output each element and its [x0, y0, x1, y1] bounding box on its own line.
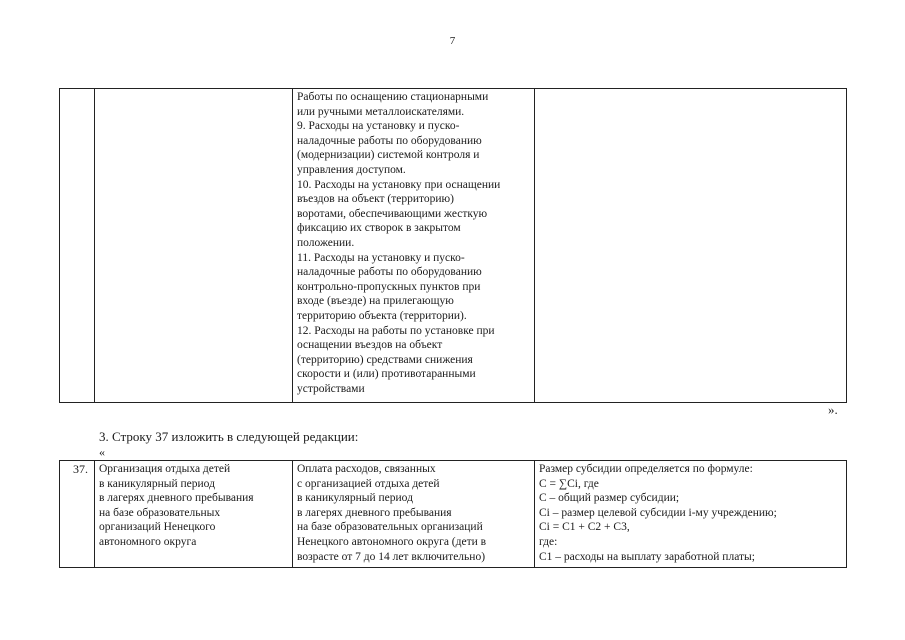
text-line: в лагерях дневного пребывания: [99, 492, 254, 505]
text-line: входе (въезде) на прилегающую: [297, 295, 454, 308]
text-line: C – общий размер субсидии;: [539, 492, 680, 505]
opening-quote: «: [99, 445, 105, 459]
text-line: в каникулярный период: [99, 477, 215, 490]
text-line: с организацией отдыха детей: [297, 477, 440, 490]
text-line: в каникулярный период: [297, 492, 413, 505]
text-line: Оплата расходов, связанных: [297, 463, 436, 475]
text-line: на базе образовательных: [99, 506, 221, 519]
text-line: контрольно-пропускных пунктов при: [297, 280, 481, 293]
text-line: 10. Расходы на установку при оснащении: [297, 178, 501, 191]
text-line: организаций Ненецкого: [99, 521, 216, 534]
text-line: наладочные работы по оборудованию: [297, 134, 482, 147]
text-line: территорию объекта (территории).: [297, 309, 467, 322]
text-line: оснащении въездов на объект: [297, 339, 443, 352]
cell-formula: [535, 461, 847, 568]
amendment-instruction: 3. Строку 37 изложить в следующей редакции:: [99, 429, 359, 444]
text-line: наладочные работы по оборудованию: [297, 266, 482, 279]
text-line: устройствами: [297, 382, 365, 395]
table-row: [60, 89, 847, 403]
text-line: скорости и (или) противотаранными: [297, 368, 476, 381]
text-line: где:: [539, 535, 558, 548]
text-line: автономного округа: [99, 535, 197, 548]
cell-number: [60, 89, 95, 403]
text-line: Работы по оснащению стационарными: [297, 91, 489, 103]
text-line: C = ∑Ci, где: [539, 477, 599, 490]
cell-formula: [535, 89, 847, 403]
text-line: Размер субсидии определяется по формуле:: [539, 463, 753, 475]
cell-number: 37.: [60, 461, 95, 568]
cell-event-name: [95, 89, 293, 403]
cell-expense-description: [293, 461, 535, 568]
text-line: воротами, обеспечивающими жесткую: [297, 207, 488, 220]
cell-expense-description: [293, 89, 535, 403]
text-line: возрасте от 7 до 14 лет включительно): [297, 550, 486, 563]
table-row: [60, 461, 847, 568]
page-number: 7: [449, 35, 456, 47]
text-line: 12. Расходы на работы по установке при: [297, 324, 495, 337]
text-line: в лагерях дневного пребывания: [297, 506, 452, 519]
text-line: 11. Расходы на установку и пуско-: [297, 251, 465, 264]
text-line: или ручными металлоискателями.: [297, 105, 465, 118]
text-line: въездов на объект (территорию): [297, 193, 454, 206]
text-line: Ci = C1 + C2 + C3,: [539, 521, 630, 534]
closing-quote: ».: [828, 402, 838, 417]
table-continuation: [59, 88, 847, 403]
text-line: 9. Расходы на установку и пуско-: [297, 120, 460, 133]
text-line: управления доступом.: [297, 163, 406, 176]
text-line: Организация отдыха детей: [99, 463, 231, 475]
text-line: (территорию) средствами снижения: [297, 353, 473, 366]
text-line: C1 – расходы на выплату заработной платы;: [539, 550, 755, 563]
text-line: (модернизации) системой контроля и: [297, 149, 480, 162]
cell-event-name: [95, 461, 293, 568]
text-line: положении.: [297, 236, 355, 249]
text-line: Ненецкого автономного округа (дети в: [297, 535, 487, 548]
text-line: фиксацию их створок в закрытом: [297, 222, 461, 235]
table-row-37: [59, 460, 847, 568]
text-line: Ci – размер целевой субсидии i-му учреждению;: [539, 506, 777, 519]
text-line: на базе образовательных организаций: [297, 521, 483, 534]
